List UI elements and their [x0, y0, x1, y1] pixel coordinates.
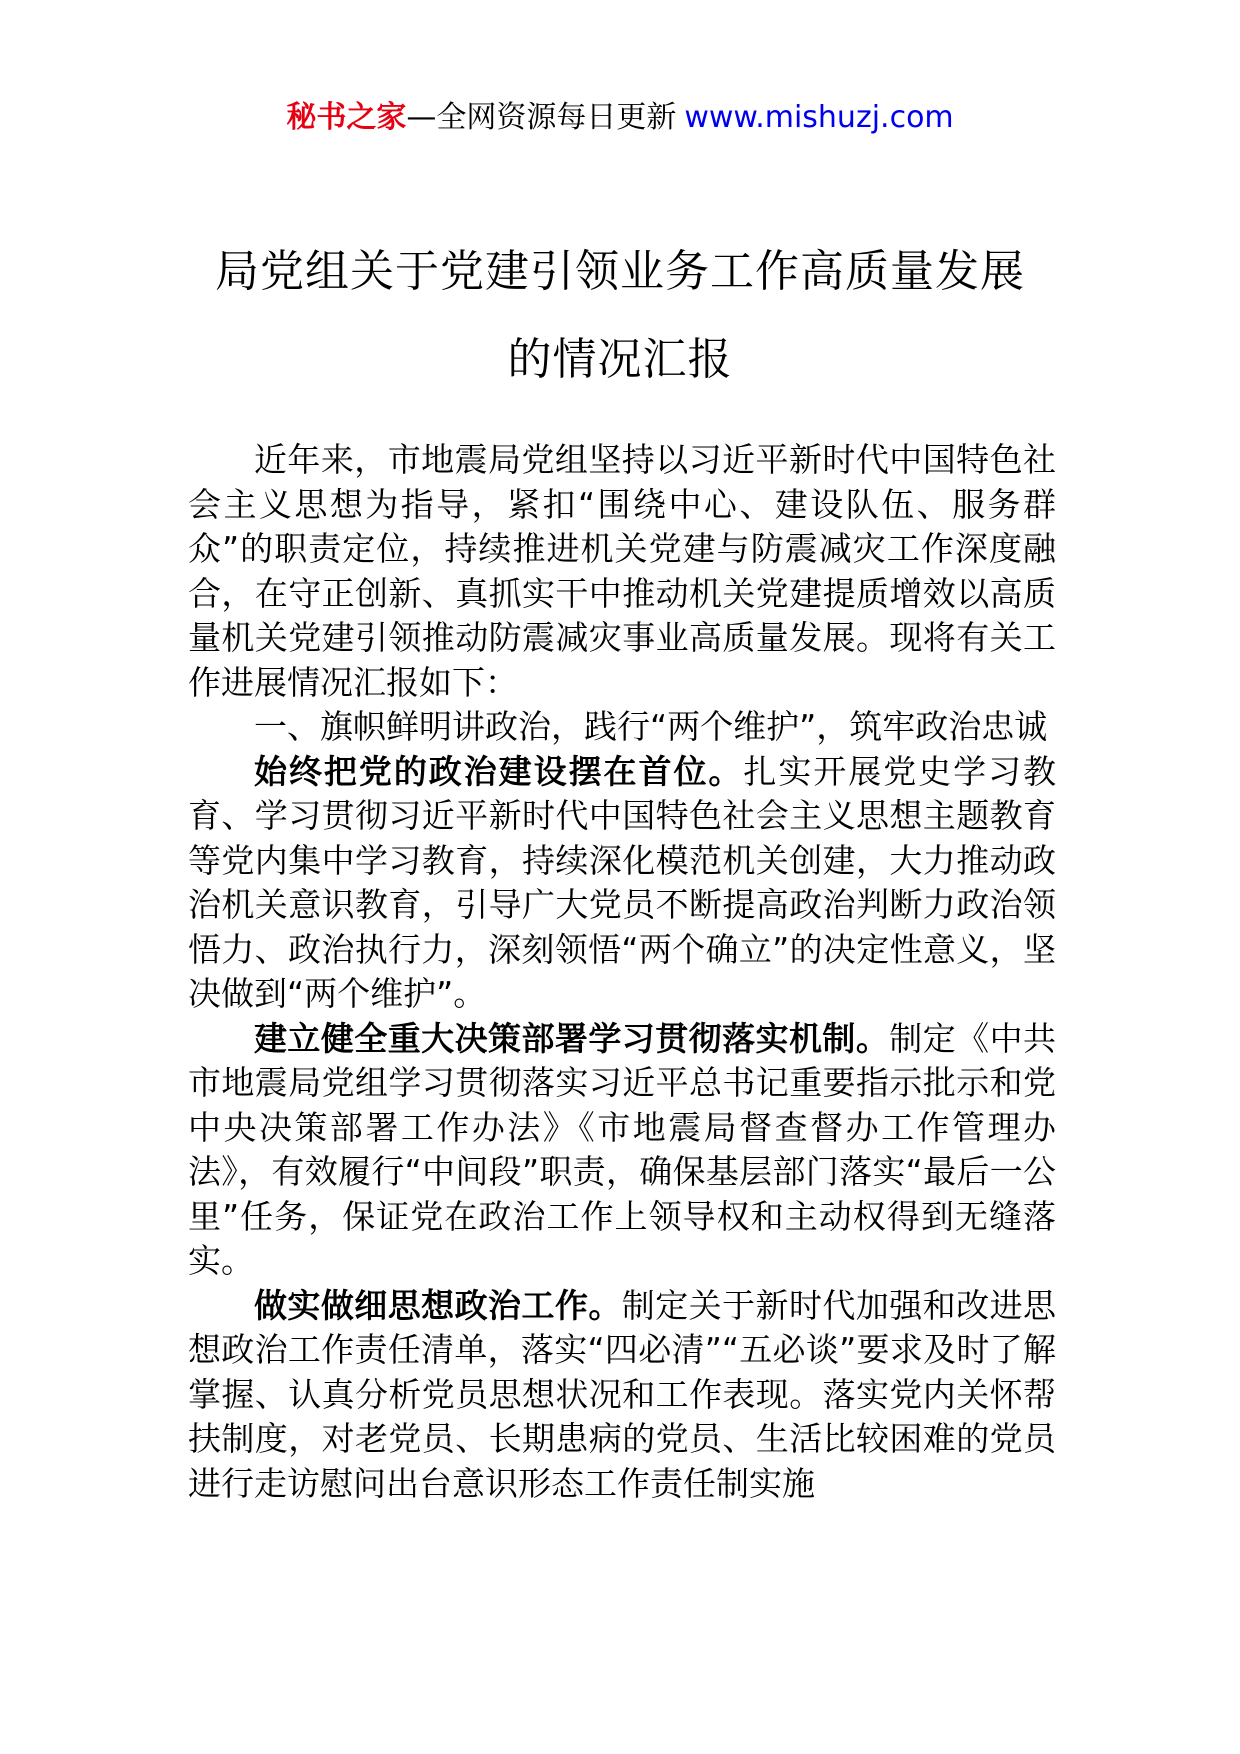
body-paragraph [188, 1017, 1056, 1284]
body-paragraph [188, 1284, 1056, 1507]
banner-slogan: —全网资源每日更新 [406, 100, 677, 135]
paragraph-text: 扎实开展党史学习教育、学习贯彻习近平新时代中国特色社会主义思想主题教育等党内集中学习教育，持续深化模范机关创建，大力推动政治机关意识教育，引导广大党员不断提高政治判断力政治领悟力、政治执行力，深刻领悟“两个确立”的决定性意义，坚决做到“两个维护”。 [188, 751, 1057, 1013]
intro-paragraph: 近年来，市地震局党组坚持以习近平新时代中国特色社会主义思想为指导，紧扣“围绕中心、建设队伍、服务群众”的职责定位，持续推进机关党建与防震减灾工作深度融合，在守正创新、真抓实干中推动机关党建提质增效以高质量机关党建引领推动防震减灾事业高质量发展。现将有关工作进展情况汇报如下： [188, 440, 1056, 702]
document-body [188, 438, 1056, 1506]
paragraph-text: 制定《中共市地震局党组学习贯彻落实习近平总书记重要指示批示和党中央决策部署工作办法》《市地震局督查督办工作管理办法》，有效履行“中间段”职责，确保基层部门落实“最后一公里”任务，保证党在政治工作上领导权和主动权得到无缝落实。 [188, 1018, 1057, 1280]
paragraph-text: 制定关于新时代加强和改进思想政治工作责任清单，落实“四必清”“五必谈”要求及时了解掌握、认真分析党员思想状况和工作表现。落实党内关怀帮扶制度，对老党员、长期患病的党员、生活比较困难的党员进行走访慰问出台意识形态工作责任制实施 [188, 1285, 1057, 1503]
paragraph-lead: 建立健全重大决策部署学习贯彻落实机制。 [254, 1018, 890, 1058]
title-line-1: 局党组关于党建引领业务工作高质量发展 [215, 246, 1025, 297]
body-paragraph [188, 750, 1056, 1017]
site-url-link[interactable]: www.mishuzj.com [684, 100, 954, 135]
paragraph-lead: 做实做细思想政治工作。 [254, 1285, 622, 1325]
paragraph-lead: 始终把党的政治建设摆在首位。 [254, 751, 744, 791]
document-title [0, 228, 1240, 404]
section-heading-1: 一、旗帜鲜明讲政治，践行“两个维护”，筑牢政治忠诚 [254, 707, 1048, 746]
brand-name: 秘书之家 [286, 100, 407, 135]
site-banner [0, 98, 1240, 138]
title-line-2: 的情况汇报 [507, 334, 733, 385]
